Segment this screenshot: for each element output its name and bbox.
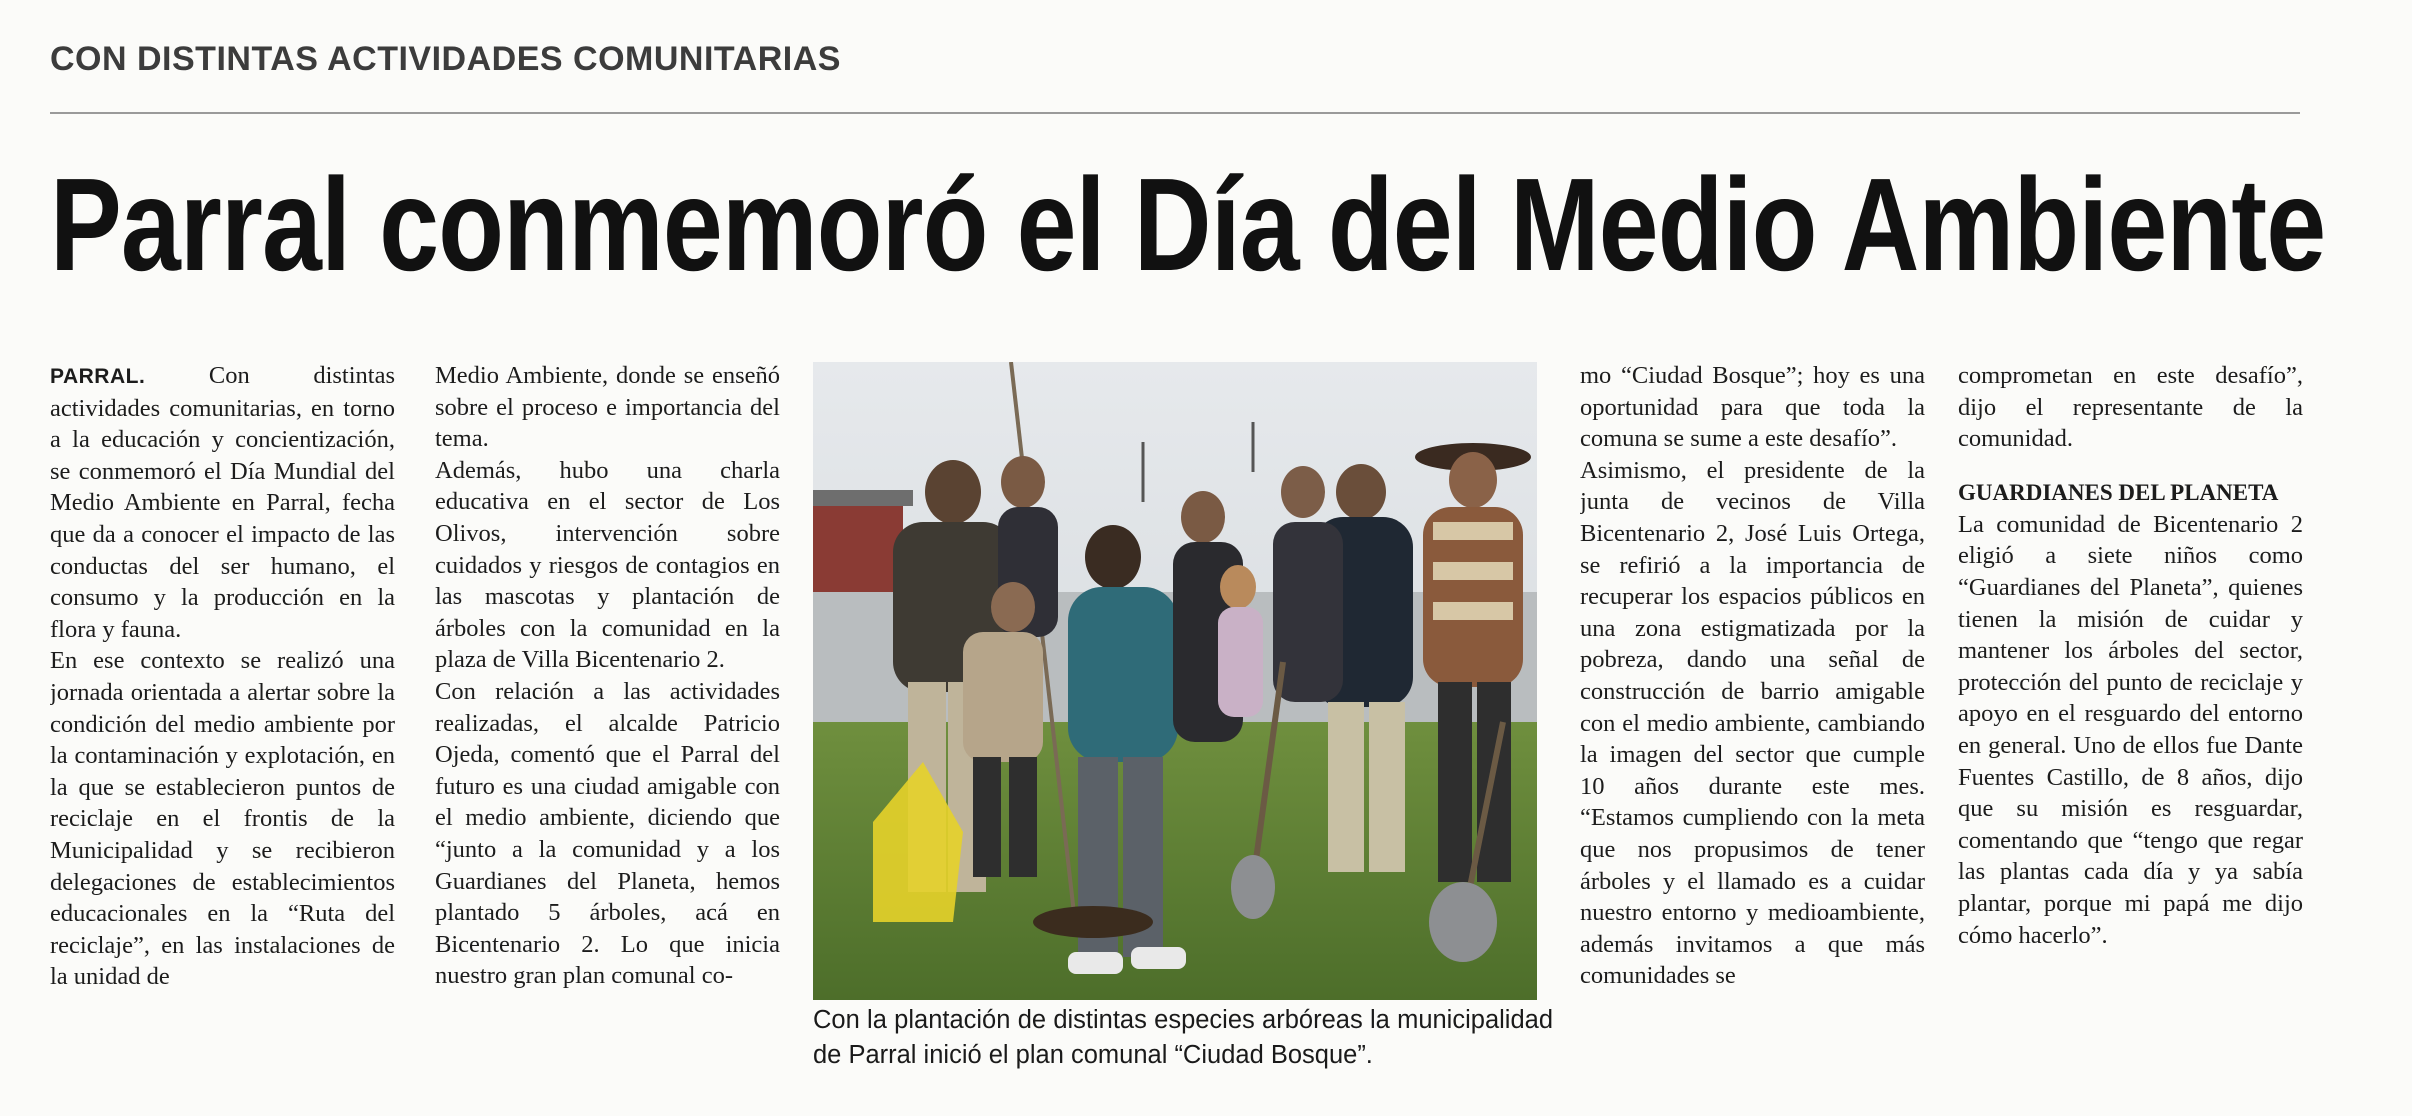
photo-caption: Con la plantación de distintas especies arbóreas la municipalidad de Parral inició el plan comunal “Ciudad Bosque”. — [813, 1006, 1553, 1069]
article-column-4 — [1958, 360, 2303, 1100]
headline: Parral conmemoró el Día del Medio Ambiente — [50, 151, 2326, 298]
paragraph-text: Con distintas actividades comunitarias, en torno a la educación y concientización, se conmemoró el Día Mundial del Medio Ambiente en Parral, fecha que da a conocer el impacto de las conductas del ser humano, el consumo y la producción en la flora y fauna. — [50, 362, 395, 643]
tree-planting-photo — [813, 362, 1537, 1000]
article-column-1 — [50, 360, 395, 1100]
section-kicker: CON DISTINTAS ACTIVIDADES COMUNITARIAS — [50, 40, 841, 78]
paragraph: comprometan en este desafío”, dijo el representante de la comunidad. — [1958, 362, 2303, 453]
paragraph: La comunidad de Bicentenario 2 eligió a siete niños como “Guardianes del Planeta”, quienes tienen la misión de cuidar y mantener los árboles del sector, protección del punto de reciclaje y apoyo en el resguardo del entorno en general. Uno de ellos fue Dante Fuentes Castillo, de 8 años, dijo que su misión es resguardar, comentando que “tengo que regar las plantas cada día y ya sabía plantar, porque mi papá me dijo cómo hacerlo”. — [1958, 510, 2303, 949]
paragraph: mo “Ciudad Bosque”; hoy es una oportunidad para que toda la comuna se sume a este desafío”. — [1580, 362, 1925, 453]
paragraph: Con relación a las actividades realizadas, el alcalde Patricio Ojeda, comentó que el Parral del futuro es una ciudad amigable con el medio ambiente, diciendo que “junto a la comunidad y a los Guardianes del Planeta, hemos plantado 5 árboles, acá en Bicentenario 2. Lo que inicia nuestro gran plan comunal co- — [435, 677, 780, 990]
paragraph: Además, hubo una charla educativa en el sector de Los Olivos, intervención sobre cuidados y riesgos de contagios en las mascotas y plantación de árboles con la comunidad en la plaza de Villa Bicentenario 2. — [435, 456, 780, 674]
kicker-divider — [50, 112, 2300, 114]
section-subhead: GUARDIANES DEL PLANETA — [1958, 479, 2279, 505]
dateline: PARRAL. — [50, 365, 146, 388]
paragraph — [50, 360, 395, 645]
paragraph: Asimismo, el presidente de la junta de vecinos de Villa Bicentenario 2, José Luis Ortega, se refirió a la importancia de recuperar los espacios públicos en una zona estigmatizada por la pobreza, dando una señal de construcción de barrio amigable con el medio ambiente, cambiando la imagen del sector que cumple 10 años durante este mes. “Estamos cumpliendo con la meta que nos propusimos de tener árboles y el llamado es a cuidar nuestro entorno y medioambiente, además invitamos a que más comunidades se — [1580, 456, 1925, 990]
paragraph: En ese contexto se realizó una jornada orientada a alertar sobre la condición del medio ambiente por la contaminación y explotación, en la que se establecieron puntos de reciclaje en el frontis de la Municipalidad y se recibieron delegaciones de establecimientos educacionales en la “Ruta del reciclaje”, en las instalaciones de la unidad de — [50, 647, 395, 991]
paragraph: Medio Ambiente, donde se enseñó sobre el proceso e importancia del tema. — [435, 362, 780, 453]
article-photo — [813, 362, 1537, 1000]
article-column-3 — [1580, 360, 1925, 1100]
article-column-2 — [435, 360, 780, 1100]
